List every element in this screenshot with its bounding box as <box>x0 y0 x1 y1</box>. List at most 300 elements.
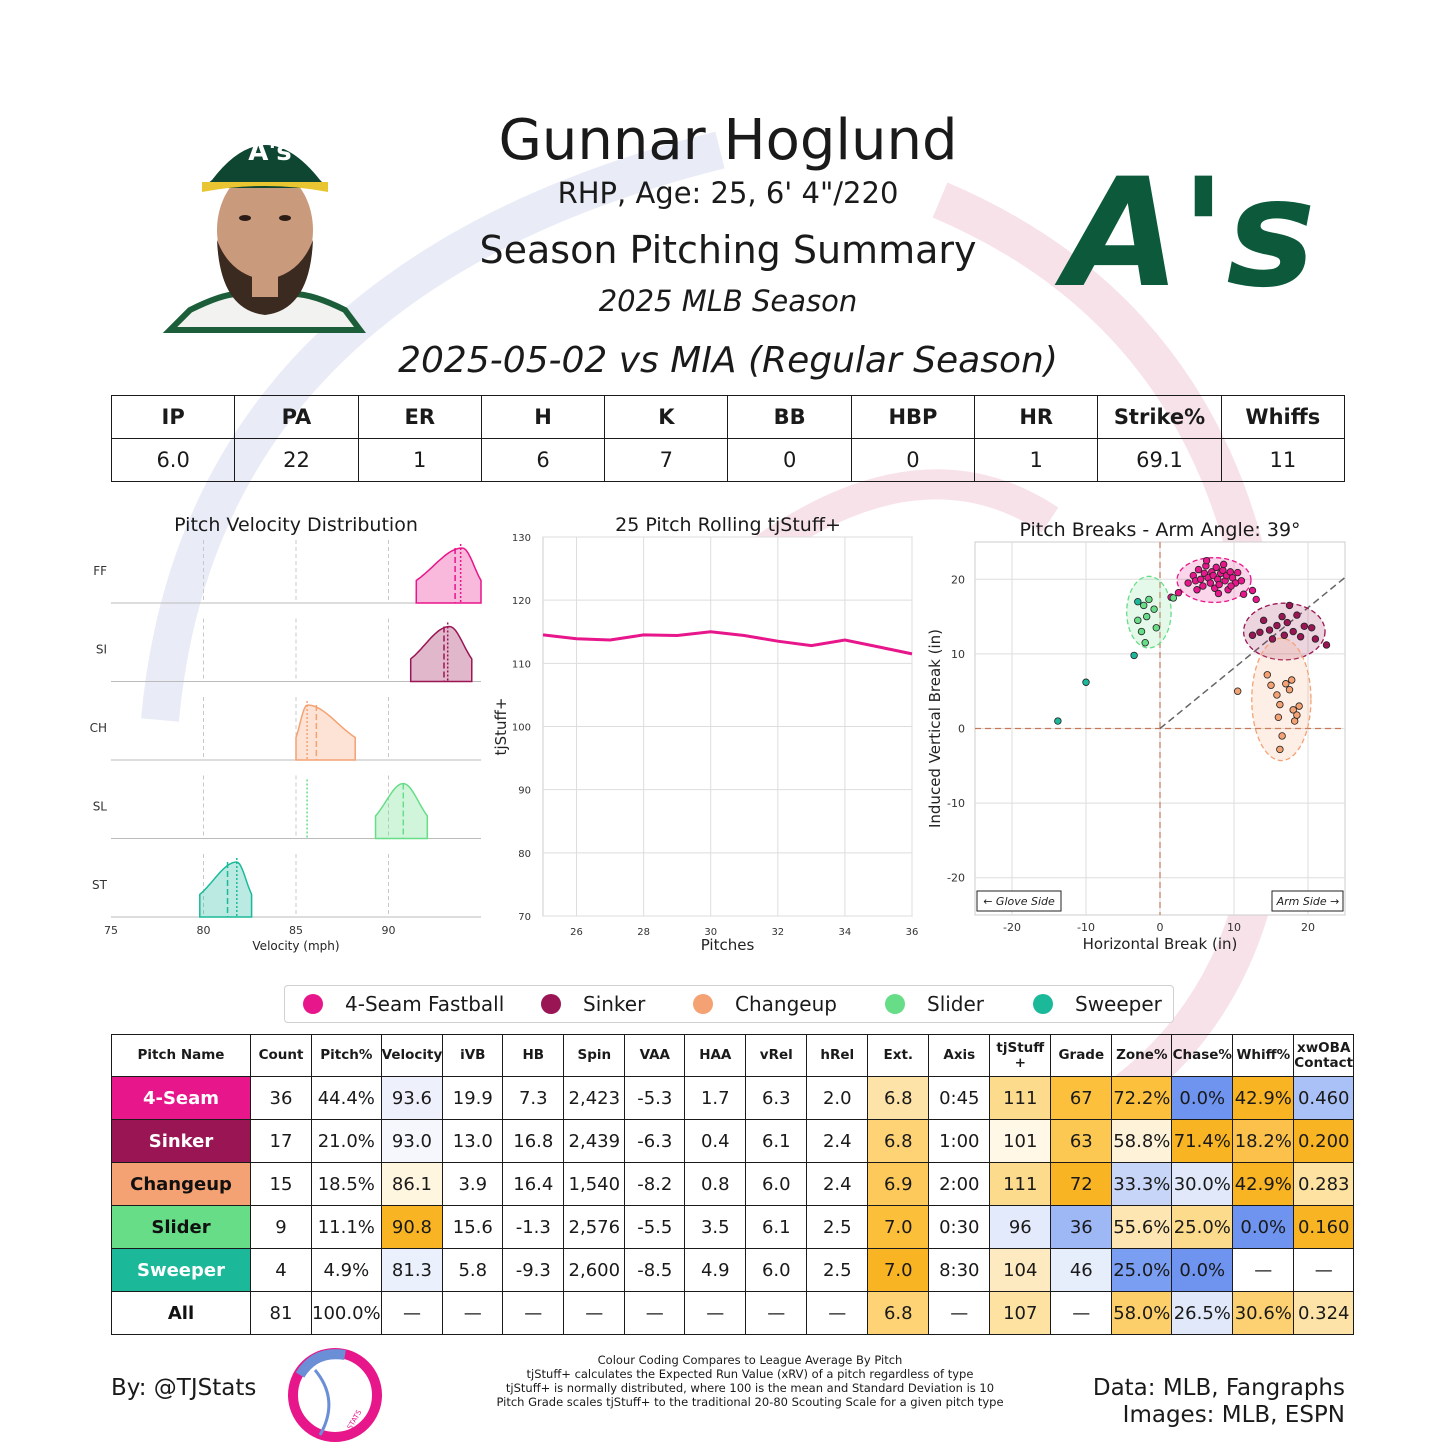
velo-row-label: SI <box>95 642 107 657</box>
rolling-x-tick: 36 <box>905 927 919 938</box>
pitch-table-header: Chase% <box>1172 1035 1233 1077</box>
pitch-metric-cell: 26.5% <box>1172 1292 1233 1335</box>
pitch-metric-cell: 17 <box>251 1120 312 1163</box>
pitch-metric-cell: 96 <box>990 1206 1051 1249</box>
legend-swatch <box>303 994 323 1014</box>
pitch-metric-cell: 90.8 <box>381 1206 443 1249</box>
pitch-break-point <box>1275 714 1282 721</box>
pitch-breaks-chart <box>920 535 1360 955</box>
pitch-metric-cell: 42.9% <box>1233 1077 1294 1120</box>
pitch-table-header: iVB <box>443 1035 503 1077</box>
pitch-cluster-ellipse <box>1127 576 1171 648</box>
velo-row-label: FF <box>93 564 107 578</box>
pitch-metric-cell: 6.0 <box>746 1249 807 1292</box>
rolling-y-tick: 90 <box>518 785 531 797</box>
tjstats-logo <box>285 1345 385 1445</box>
pitch-break-point <box>1274 692 1281 699</box>
tjstats-logo-text: STATS <box>345 1408 364 1431</box>
pitch-break-point <box>1185 580 1192 587</box>
pitch-metric-cell: 36 <box>251 1077 312 1120</box>
team-logo-text: A's <box>1064 147 1316 321</box>
breaks-y-tick: 20 <box>951 573 965 587</box>
pitch-metric-cell: 16.8 <box>503 1120 564 1163</box>
pitch-metric-cell: — <box>929 1292 990 1335</box>
legend-item <box>1033 986 1162 1022</box>
pitch-break-point <box>1238 577 1245 584</box>
pitch-metric-cell: 67 <box>1051 1077 1112 1120</box>
pitch-metric-cell: 2.5 <box>807 1206 868 1249</box>
pitch-metric-cell: 0.0% <box>1172 1249 1233 1292</box>
pitch-break-point <box>1143 613 1150 620</box>
rolling-x-tick: 34 <box>838 927 852 938</box>
footer-note: tjStuff+ is normally distributed, where 100 is the mean and Standard Deviation is 10 <box>505 1381 995 1395</box>
pitch-break-point <box>1268 682 1275 689</box>
pitch-metric-cell: 0.8 <box>685 1163 746 1206</box>
velo-tick-label: 75 <box>104 924 118 937</box>
legend-item <box>303 986 504 1022</box>
pitch-break-point <box>1228 583 1235 590</box>
pitch-metric-cell: 18.2% <box>1233 1120 1294 1163</box>
pitch-metric-cell: 1:00 <box>929 1120 990 1163</box>
rolling-y-tick: 70 <box>518 912 531 923</box>
velocity-distribution-chart <box>70 535 500 960</box>
breaks-y-tick: -10 <box>947 797 965 811</box>
legend-label: Slider <box>927 992 985 1016</box>
rolling-y-label: tjStuff+ <box>492 697 510 756</box>
pitch-metric-cell: — <box>443 1292 503 1335</box>
footer-note: Colour Coding Compares to League Average By Pitch <box>597 1353 903 1367</box>
velocity-chart-title: Pitch Velocity Distribution <box>174 514 418 536</box>
pitch-break-point <box>1220 561 1227 568</box>
pitch-table-header: Velocity <box>381 1035 443 1077</box>
pitch-break-point <box>1301 623 1308 630</box>
pitch-metric-cell: 3.9 <box>443 1163 503 1206</box>
pitch-metric-cell: 100.0% <box>312 1292 382 1335</box>
pitch-name-cell: 4-Seam <box>112 1077 251 1120</box>
pitch-table-header: xwOBA Contact <box>1294 1035 1354 1077</box>
pitch-break-point <box>1135 598 1142 605</box>
pitch-metric-cell: 81 <box>251 1292 312 1335</box>
pitch-break-point <box>1203 557 1210 564</box>
pitch-metric-cell: 0.0% <box>1172 1077 1233 1120</box>
pitch-name-cell: All <box>112 1292 251 1335</box>
rolling-y-tick: 100 <box>511 722 531 734</box>
pitch-break-point <box>1274 622 1281 629</box>
box-score-header: Strike% <box>1098 396 1221 439</box>
pitch-name-cell: Sweeper <box>112 1249 251 1292</box>
pitch-metric-cell: 6.1 <box>746 1120 807 1163</box>
pitch-name-cell: Slider <box>112 1206 251 1249</box>
footer-note: tjStuff+ calculates the Expected Run Value (xRV) of a pitch regardless of type <box>526 1367 974 1381</box>
rolling-x-label: Pitches <box>700 936 755 954</box>
pitch-break-point <box>1260 617 1267 624</box>
game-label: 2025-05-02 vs MIA (Regular Season) <box>398 340 1058 381</box>
pitch-table-header: Ext. <box>868 1035 929 1077</box>
season-label: 2025 MLB Season <box>598 284 858 318</box>
pitch-metric-cell: 58.8% <box>1112 1120 1172 1163</box>
velo-density-area <box>200 862 252 917</box>
pitch-metric-cell: 4 <box>251 1249 312 1292</box>
pitch-metric-cell: -8.5 <box>625 1249 685 1292</box>
pitch-cluster-ellipse <box>1252 638 1311 760</box>
velo-density-area <box>411 627 472 682</box>
pitch-metric-cell: 15 <box>251 1163 312 1206</box>
pitch-break-point <box>1195 566 1202 573</box>
velo-tick-label: 80 <box>196 924 211 937</box>
pitch-metric-cell: 6.8 <box>868 1077 929 1120</box>
breaks-x-tick: 0 <box>1156 921 1164 934</box>
report-title: Season Pitching Summary <box>479 228 977 272</box>
pitch-table-header: tjStuff + <box>990 1035 1051 1077</box>
pitch-table-row <box>112 1249 1354 1292</box>
pitch-metric-cell: 0:45 <box>929 1077 990 1120</box>
box-score-header: ER <box>358 396 481 439</box>
pitch-table-header: Count <box>251 1035 312 1077</box>
pitch-metric-cell: 2.4 <box>807 1163 868 1206</box>
pitch-metric-cell: — <box>685 1292 746 1335</box>
pitch-break-point <box>1266 627 1273 634</box>
pitch-break-point <box>1294 612 1301 619</box>
legend-label: Sinker <box>583 992 646 1016</box>
pitch-name-cell: Sinker <box>112 1120 251 1163</box>
breaks-y-tick: 0 <box>958 722 965 736</box>
pitch-metric-cell: 2.0 <box>807 1077 868 1120</box>
pitch-metric-cell: 2,576 <box>564 1206 625 1249</box>
pitch-break-point <box>1200 583 1207 590</box>
pitch-metric-cell: — <box>1294 1249 1354 1292</box>
pitch-metric-cell: 25.0% <box>1172 1206 1233 1249</box>
box-score-value: 6.0 <box>112 439 235 482</box>
pitch-metric-cell: 104 <box>990 1249 1051 1292</box>
pitch-break-point <box>1277 701 1284 708</box>
rolling-y-tick: 80 <box>518 848 531 860</box>
box-score-value: 0 <box>851 439 974 482</box>
pitch-metric-cell: -8.2 <box>625 1163 685 1206</box>
pitch-break-point <box>1194 586 1201 593</box>
pitch-table-row <box>112 1077 1354 1120</box>
pitch-break-point <box>1283 680 1290 687</box>
pitch-break-point <box>1140 602 1147 609</box>
pitch-metric-cell: 111 <box>990 1163 1051 1206</box>
box-score-header: H <box>481 396 604 439</box>
velo-row-label: ST <box>92 878 107 892</box>
legend-label: Changeup <box>735 992 837 1016</box>
breaks-x-tick: -20 <box>1003 921 1021 934</box>
pitch-metric-cell: 7.0 <box>868 1249 929 1292</box>
legend-swatch <box>541 994 561 1014</box>
pitch-metric-cell: 46 <box>1051 1249 1112 1292</box>
pitch-metric-cell: 93.0 <box>381 1120 443 1163</box>
pitch-metric-cell: — <box>381 1292 443 1335</box>
pitch-break-point <box>1175 589 1182 596</box>
legend-swatch <box>885 994 905 1014</box>
pitch-metric-cell: 55.6% <box>1112 1206 1172 1249</box>
velo-tick-label: 85 <box>289 924 303 937</box>
pitch-metric-cell: 21.0% <box>312 1120 382 1163</box>
cap-logo-text: A's <box>248 137 292 167</box>
box-score-value-row <box>112 439 1345 482</box>
box-score-value: 22 <box>235 439 358 482</box>
rolling-y-tick: 130 <box>511 533 531 544</box>
breaks-x-tick: 20 <box>1301 921 1315 934</box>
pitch-metric-cell: — <box>625 1292 685 1335</box>
pitch-break-point <box>1249 632 1256 639</box>
pitch-table-header: Spin <box>564 1035 625 1077</box>
pitch-table-header: HB <box>503 1035 564 1077</box>
pitch-break-point <box>1296 703 1303 710</box>
velo-tick-label: 90 <box>381 924 396 937</box>
breaks-y-tick: -20 <box>947 871 965 885</box>
pitch-table-row <box>112 1292 1354 1335</box>
pitch-name-cell: Changeup <box>112 1163 251 1206</box>
pitch-metric-cell: 2,423 <box>564 1077 625 1120</box>
pitch-metric-cell: 72 <box>1051 1163 1112 1206</box>
pitch-break-point <box>1240 591 1247 598</box>
pitch-metric-cell: 42.9% <box>1233 1163 1294 1206</box>
rolling-chart-title: 25 Pitch Rolling tjStuff+ <box>615 514 841 536</box>
box-score-value: 1 <box>975 439 1098 482</box>
box-score-header: BB <box>728 396 851 439</box>
pitch-metric-cell: 0.283 <box>1294 1163 1354 1206</box>
pitch-table-header: vRel <box>746 1035 807 1077</box>
pitch-table-row <box>112 1163 1354 1206</box>
pitch-break-point <box>1286 602 1293 609</box>
legend-swatch <box>1033 994 1053 1014</box>
breaks-x-tick: 10 <box>1227 921 1241 934</box>
breaks-y-label: Induced Vertical Break (in) <box>926 628 944 829</box>
pitch-break-point <box>1286 686 1293 693</box>
pitch-metric-cell: 2:00 <box>929 1163 990 1206</box>
pitch-break-point <box>1297 633 1304 640</box>
pitch-break-point <box>1308 624 1315 631</box>
velo-density-area <box>376 784 428 839</box>
pitch-break-point <box>1055 718 1062 725</box>
breaks-x-tick: -10 <box>1077 921 1095 934</box>
pitch-break-point <box>1135 617 1142 624</box>
pitch-metric-cell: — <box>564 1292 625 1335</box>
pitch-break-point <box>1146 596 1153 603</box>
glove-side-label: ← Glove Side <box>983 895 1055 908</box>
pitch-metric-cell: 6.8 <box>868 1292 929 1335</box>
pitch-metric-cell: 0.4 <box>685 1120 746 1163</box>
pitch-metric-cell: — <box>807 1292 868 1335</box>
pitch-break-point <box>1312 636 1319 643</box>
pitch-break-point <box>1279 733 1286 740</box>
pitch-metric-cell: 7.0 <box>868 1206 929 1249</box>
pitch-metric-cell: — <box>1051 1292 1112 1335</box>
rolling-y-tick: 120 <box>511 596 531 608</box>
pitch-break-point <box>1138 628 1145 635</box>
box-score-header: HR <box>975 396 1098 439</box>
pitch-metric-cell: -6.3 <box>625 1120 685 1163</box>
velo-row-label: SL <box>92 799 107 814</box>
legend-item <box>693 986 837 1022</box>
rolling-x-tick: 30 <box>704 927 718 938</box>
pitch-break-point <box>1131 652 1138 659</box>
rolling-x-tick: 32 <box>771 927 785 938</box>
pitch-metric-cell: — <box>746 1292 807 1335</box>
pitch-metric-cell: 36 <box>1051 1206 1112 1249</box>
velo-x-label: Velocity (mph) <box>252 939 340 953</box>
pitch-metric-cell: 101 <box>990 1120 1051 1163</box>
box-score-value: 0 <box>728 439 851 482</box>
pitch-metric-cell: -5.3 <box>625 1077 685 1120</box>
pitch-break-point <box>1151 606 1158 613</box>
pitch-break-point <box>1216 581 1223 588</box>
pitch-table-header: Whiff% <box>1233 1035 1294 1077</box>
pitch-break-point <box>1264 671 1271 678</box>
pitch-metric-cell: 9 <box>251 1206 312 1249</box>
data-source: Data: MLB, Fangraphs <box>1092 1375 1345 1401</box>
box-score-header: PA <box>235 396 358 439</box>
pitch-break-point <box>1279 613 1286 620</box>
pitch-table-header: hRel <box>807 1035 868 1077</box>
pitch-metric-cell: 6.1 <box>746 1206 807 1249</box>
pitch-metric-cell: 2.4 <box>807 1120 868 1163</box>
pitch-table-header: HAA <box>685 1035 746 1077</box>
pitch-metric-cell: 0.460 <box>1294 1077 1354 1120</box>
images-source: Images: MLB, ESPN <box>1122 1402 1345 1428</box>
pitch-metric-cell: 15.6 <box>443 1206 503 1249</box>
pitch-break-point <box>1294 712 1301 719</box>
pitch-table-header: Zone% <box>1112 1035 1172 1077</box>
box-score-value: 6 <box>481 439 604 482</box>
pitch-break-point <box>1257 629 1264 636</box>
pitch-table-row <box>112 1206 1354 1249</box>
pitch-metric-cell: 72.2% <box>1112 1077 1172 1120</box>
legend-item <box>541 986 645 1022</box>
pitch-table-header: VAA <box>625 1035 685 1077</box>
pitch-metric-cell: 3.5 <box>685 1206 746 1249</box>
breaks-chart-title: Pitch Breaks - Arm Angle: 39° <box>1019 519 1301 541</box>
pitch-table-header: Axis <box>929 1035 990 1077</box>
pitch-metric-cell: -1.3 <box>503 1206 564 1249</box>
pitch-break-point <box>1253 596 1260 603</box>
pitch-metric-cell: 86.1 <box>381 1163 443 1206</box>
pitch-break-point <box>1215 590 1222 597</box>
pitch-table-row <box>112 1120 1354 1163</box>
pitch-metric-cell: 1,540 <box>564 1163 625 1206</box>
pitch-break-point <box>1281 632 1288 639</box>
footer-note: Pitch Grade scales tjStuff+ to the traditional 20-80 Scouting Scale for a given pitch type <box>496 1395 1004 1409</box>
pitch-metric-cell: 30.6% <box>1233 1292 1294 1335</box>
pitch-break-point <box>1197 576 1204 583</box>
velo-row-label: CH <box>89 721 107 735</box>
velo-density-area <box>416 548 481 603</box>
pitch-metric-cell: 81.3 <box>381 1249 443 1292</box>
pitch-metric-cell: 0:30 <box>929 1206 990 1249</box>
pitch-metric-cell: 58.0% <box>1112 1292 1172 1335</box>
pitch-metric-cell: 16.4 <box>503 1163 564 1206</box>
box-score-header: Whiffs <box>1221 396 1344 439</box>
pitch-table-header: Pitch% <box>312 1035 382 1077</box>
pitch-metric-cell: 11.1% <box>312 1206 382 1249</box>
box-score-header: K <box>605 396 728 439</box>
rolling-stuff-chart <box>490 530 930 960</box>
pitch-metric-cell: 63 <box>1051 1120 1112 1163</box>
pitch-metric-cell: 2.5 <box>807 1249 868 1292</box>
legend-swatch <box>693 994 713 1014</box>
box-score-table <box>111 395 1345 482</box>
pitch-metric-cell: 7.3 <box>503 1077 564 1120</box>
pitch-metric-cell: — <box>503 1292 564 1335</box>
pitch-break-point <box>1153 624 1160 631</box>
pitch-metric-cell: 0.160 <box>1294 1206 1354 1249</box>
pitch-metric-cell: 107 <box>990 1292 1051 1335</box>
box-score-value: 69.1 <box>1098 439 1221 482</box>
pitch-metric-cell: 1.7 <box>685 1077 746 1120</box>
box-score-value: 11 <box>1221 439 1344 482</box>
pitch-table-header: Pitch Name <box>112 1035 251 1077</box>
pitch-break-point <box>1234 688 1241 695</box>
pitch-metric-cell: 13.0 <box>443 1120 503 1163</box>
pitch-metric-cell: 5.8 <box>443 1249 503 1292</box>
pitch-metric-cell: 6.8 <box>868 1120 929 1163</box>
player-name: Gunnar Hoglund <box>498 108 958 173</box>
legend-label: 4-Seam Fastball <box>345 992 505 1016</box>
pitch-table-header-row <box>112 1035 1354 1077</box>
pitch-break-point <box>1269 636 1276 643</box>
pitch-metric-cell: 0.324 <box>1294 1292 1354 1335</box>
pitch-break-point <box>1213 564 1220 571</box>
pitch-break-point <box>1142 639 1149 646</box>
pitch-metric-cell: 6.9 <box>868 1163 929 1206</box>
pitch-metric-cell: 111 <box>990 1077 1051 1120</box>
pitch-metric-cell: 19.9 <box>443 1077 503 1120</box>
pitch-metric-cell: -5.5 <box>625 1206 685 1249</box>
legend-label: Sweeper <box>1075 992 1162 1016</box>
rolling-x-tick: 26 <box>570 927 583 938</box>
pitch-metric-cell: 33.3% <box>1112 1163 1172 1206</box>
rolling-x-tick: 28 <box>637 927 651 938</box>
box-score-header: HBP <box>851 396 974 439</box>
pitch-break-point <box>1290 628 1297 635</box>
pitch-metric-cell: 6.3 <box>746 1077 807 1120</box>
pitch-metric-cell: 4.9% <box>312 1249 382 1292</box>
pitch-metric-cell: 0.0% <box>1233 1206 1294 1249</box>
rolling-y-tick: 110 <box>511 659 531 671</box>
arm-side-label: Arm Side → <box>1276 895 1340 908</box>
pitch-metrics-table <box>111 1034 1354 1335</box>
pitch-break-point <box>1234 569 1241 576</box>
pitch-metric-cell: 44.4% <box>312 1077 382 1120</box>
breaks-x-label: Horizontal Break (in) <box>1082 935 1238 953</box>
footer-notes <box>470 1353 1030 1409</box>
pitch-break-point <box>1323 642 1330 649</box>
pitch-metric-cell: 18.5% <box>312 1163 382 1206</box>
pitch-break-point <box>1288 677 1295 684</box>
pitch-metric-cell: 30.0% <box>1172 1163 1233 1206</box>
pitch-metric-cell: — <box>1233 1249 1294 1292</box>
box-score-value: 7 <box>605 439 728 482</box>
pitch-break-point <box>1249 587 1256 594</box>
pitch-metric-cell: 8:30 <box>929 1249 990 1292</box>
pitch-break-point <box>1083 679 1090 686</box>
pitch-metric-cell: 0.200 <box>1294 1120 1354 1163</box>
pitch-metric-cell: 2,600 <box>564 1249 625 1292</box>
pitch-metric-cell: 6.0 <box>746 1163 807 1206</box>
breaks-y-tick: 10 <box>951 647 965 661</box>
box-score-value: 1 <box>358 439 481 482</box>
player-bio: RHP, Age: 25, 6' 4"/220 <box>557 176 899 210</box>
pitch-break-point <box>1170 595 1177 602</box>
box-score-header: IP <box>112 396 235 439</box>
pitch-metric-cell: 2,439 <box>564 1120 625 1163</box>
pitch-break-point <box>1284 619 1291 626</box>
velo-density-area <box>296 705 355 760</box>
box-score-header-row <box>112 396 1345 439</box>
pitch-metric-cell: 25.0% <box>1112 1249 1172 1292</box>
